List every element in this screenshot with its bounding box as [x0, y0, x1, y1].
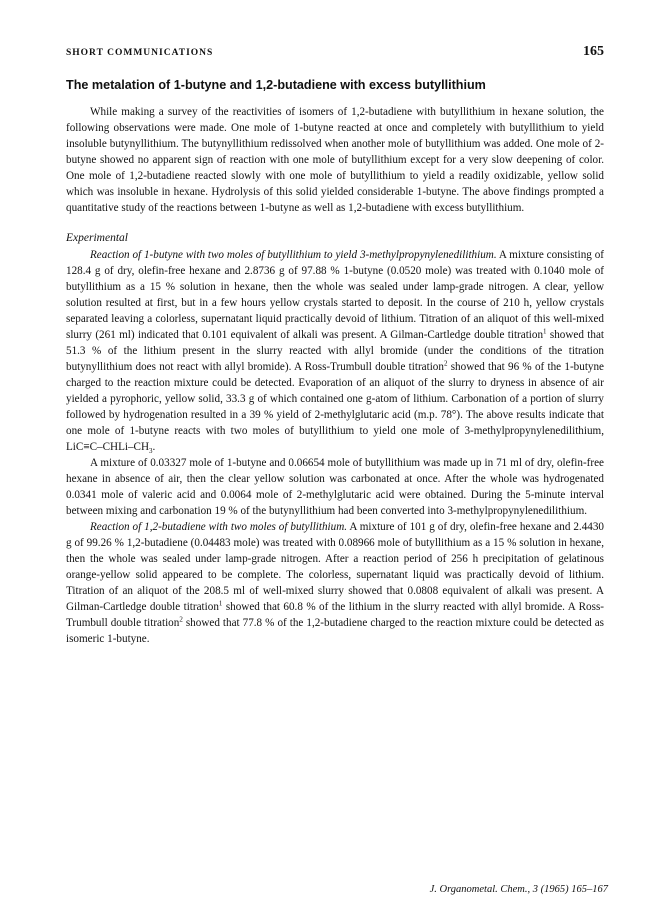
paragraph-1butyne-reaction [66, 247, 604, 455]
page-number: 165 [583, 44, 604, 59]
intro-paragraph: While making a survey of the reactivities of isomers of 1,2-butadiene with butyllithium in hexane solution, the following observations were made. One mole of 1-butyne reacted at once and completely with butyllithium to yield insoluble butynyllithium. The butynyllithium redissolved when another mole of butyllithium was added. One mole of 2-butyne showed no apparent sign of reaction with one mole of butyllithium except for a very slow deepening of color. One mole of 1,2-butadiene reacted slowly with one mole of butyllithium to yield a readily oxidizable, yellow solid which was insoluble in hexane. Hydrolysis of this solid yielded considerable 1-butyne. The above findings prompted a quantitative study of the reactions between 1-butyne as well as 1,2-butadiene with excess butyllithium. [66, 106, 604, 214]
reference-marker: 2 [443, 359, 448, 368]
paragraph-text: . [152, 441, 156, 453]
reference-marker: 2 [179, 615, 183, 624]
paragraph-text: A mixture consisting of 128.4 g of dry, olefin-free hexane and 2.8736 g of 97.88 % 1-butyne (0.0520 mole) was treated with 0.1040 mole of butyllithium as a 15 % solution in hexane, then the whole was sealed under lamp-grade nitrogen. A clear, yellow solution resulted at first, but in a few hours yellow crystals started to deposit. In the course of 210 h, yellow crystals separated leaving a colorless, supernatant liquid practically devoid of lithium. Titration of an aliquot of this well-mixed slurry (261 ml) indicated that 0.101 equivalent of alkali was present. A Gilman-Cartledge double titration [66, 249, 604, 341]
paragraph-text: A mixture of 101 g of dry, olefin-free hexane and 2.4430 g of 99.26 % 1,2-butadiene (0.04483 mole) was treated with 0.08966 mole of butyllithium as a 15 % solution in hexane, then the whole was sealed under lamp-grade nitrogen. After a reaction period of 256 h precipitation of gelatinous orange-yellow solid appeared to be complete. The colorless, supernatant liquid was practically devoid of lithium. Titration of an aliquot of the 208.5 ml of well-mixed slurry showed that 0.0808 equivalent of alkali was present. A Gilman-Cartledge double titration [66, 521, 604, 613]
journal-section: SHORT COMMUNICATIONS [66, 48, 214, 58]
paragraph-text: showed that 60.8 % of the lithium in the slurry reacted with allyl bromide. A Ross-Trumbull double titration [66, 601, 604, 629]
reference-marker: 1 [543, 327, 547, 336]
paragraph-text: showed that 96 % of the 1-butyne charged to the reaction mixture could be detected. Evaporation of an aliquot of the slurry to dryness in absence of air yielded a pyrophoric, yellow solid, 33.3 g of which contained one g-atom of lithium. Carbonation of a portion of slurry followed by hydrogenation resulted in a 39 % yield of 2-methylglutaric acid (m.p. 78°). The above results indicate that one mole of 1-butyne reacts with two moles of butyllithium to yield one mole of 3-methylpropynylenedilithium, LiC≡C–CHLi–CH [66, 361, 605, 453]
paragraph-butadiene-reaction [66, 519, 604, 647]
paragraph-subheading: Reaction of 1,2-butadiene with two moles of butyllithium. [90, 521, 348, 533]
article-title: The metalation of 1-butyne and 1,2-butadiene with excess butyllithium [66, 78, 486, 92]
experimental-heading: Experimental [66, 232, 128, 244]
paragraph-subheading: Reaction of 1-butyne with two moles of butyllithium to yield 3-methylpropynylenedilithium. [90, 249, 497, 261]
journal-page [66, 44, 604, 647]
paragraph-text: showed that 77.8 % of the 1,2-butadiene charged to the reaction mixture could be detected as isomeric 1-butyne. [66, 617, 604, 645]
running-head [66, 44, 604, 64]
journal-citation: J. Organometal. Chem., 3 (1965) 165–167 [429, 884, 608, 895]
paragraph-carbonation: A mixture of 0.03327 mole of 1-butyne and 0.06654 mole of butyllithium was made up in 71 ml of dry, olefin-free hexane in absence of air, then the clear yellow solution was carbonated at once. After the whole was hydrogenated 0.0341 mole of valeric acid and 0.0064 mole of 2-methylglutaric acid were obtained. During the 5-minute interval between mixing and carbonation 19 % of the butynyllithium had been converted into 3-methylpropynylenedilithium. [66, 457, 604, 517]
formula-subscript: 3 [149, 447, 153, 456]
reference-marker: 1 [218, 599, 223, 608]
paragraph-text: showed that 51.3 % of the lithium present in the slurry reacted with allyl bromide (under the conditions of the titration butynyllithium does not react with allyl bromide). A Ross-Trumbull double titration [66, 329, 605, 373]
